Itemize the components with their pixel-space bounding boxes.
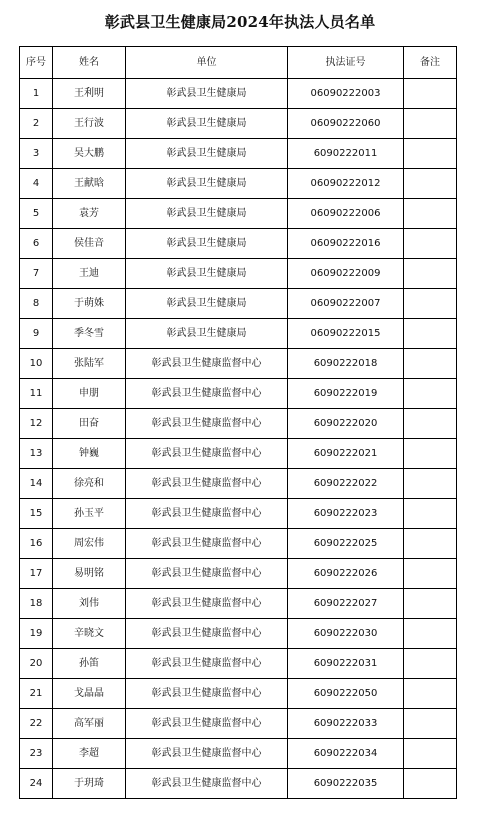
cell-remarks [404, 739, 457, 769]
cell-remarks [404, 379, 457, 409]
cell-unit: 彰武县卫生健康监督中心 [126, 499, 288, 529]
page-title: 彰武县卫生健康局2024年执法人员名单 [104, 13, 376, 31]
cell-remarks [404, 559, 457, 589]
cell-unit: 彰武县卫生健康监督中心 [126, 529, 288, 559]
cell-name: 李超 [53, 739, 126, 769]
cell-remarks [404, 319, 457, 349]
table-row [20, 229, 457, 259]
cell-index: 16 [20, 529, 53, 559]
cell-index: 11 [20, 379, 53, 409]
cell-cert-no: 06090222015 [288, 319, 404, 349]
cell-unit: 彰武县卫生健康局 [126, 139, 288, 169]
cell-unit: 彰武县卫生健康局 [126, 289, 288, 319]
table-row [20, 259, 457, 289]
table-row [20, 169, 457, 199]
cell-unit: 彰武县卫生健康监督中心 [126, 679, 288, 709]
personnel-table [19, 46, 457, 799]
cell-remarks [404, 469, 457, 499]
table-row [20, 469, 457, 499]
cell-name: 于玥琦 [53, 769, 126, 799]
cell-remarks [404, 709, 457, 739]
table-header-row [20, 47, 457, 79]
header-cell-remarks: 备注 [404, 47, 457, 79]
table-row [20, 139, 457, 169]
cell-unit: 彰武县卫生健康局 [126, 319, 288, 349]
table-row [20, 439, 457, 469]
cell-index: 24 [20, 769, 53, 799]
cell-index: 10 [20, 349, 53, 379]
cell-name: 袁芳 [53, 199, 126, 229]
cell-remarks [404, 439, 457, 469]
table-row [20, 319, 457, 349]
cell-index: 13 [20, 439, 53, 469]
cell-unit: 彰武县卫生健康局 [126, 199, 288, 229]
cell-cert-no: 6090222050 [288, 679, 404, 709]
cell-cert-no: 06090222016 [288, 229, 404, 259]
cell-name: 吴大鹏 [53, 139, 126, 169]
cell-unit: 彰武县卫生健康监督中心 [126, 379, 288, 409]
cell-name: 高军丽 [53, 709, 126, 739]
cell-index: 3 [20, 139, 53, 169]
cell-remarks [404, 679, 457, 709]
cell-name: 张陆军 [53, 349, 126, 379]
cell-cert-no: 6090222025 [288, 529, 404, 559]
cell-cert-no: 6090222018 [288, 349, 404, 379]
cell-remarks [404, 409, 457, 439]
table-row [20, 109, 457, 139]
cell-unit: 彰武县卫生健康监督中心 [126, 619, 288, 649]
cell-index: 23 [20, 739, 53, 769]
cell-cert-no: 6090222026 [288, 559, 404, 589]
table-row [20, 79, 457, 109]
cell-remarks [404, 139, 457, 169]
cell-index: 22 [20, 709, 53, 739]
cell-name: 于萌姝 [53, 289, 126, 319]
cell-cert-no: 6090222027 [288, 589, 404, 619]
cell-remarks [404, 199, 457, 229]
cell-unit: 彰武县卫生健康局 [126, 229, 288, 259]
cell-index: 5 [20, 199, 53, 229]
header-cell-cert-no: 执法证号 [288, 47, 404, 79]
cell-cert-no: 06090222003 [288, 79, 404, 109]
cell-unit: 彰武县卫生健康监督中心 [126, 739, 288, 769]
cell-unit: 彰武县卫生健康监督中心 [126, 649, 288, 679]
table-row [20, 709, 457, 739]
cell-index: 12 [20, 409, 53, 439]
cell-remarks [404, 529, 457, 559]
cell-cert-no: 6090222030 [288, 619, 404, 649]
table-row [20, 649, 457, 679]
table-row [20, 529, 457, 559]
cell-name: 申朋 [53, 379, 126, 409]
cell-index: 9 [20, 319, 53, 349]
cell-remarks [404, 169, 457, 199]
cell-cert-no: 06090222012 [288, 169, 404, 199]
table-row [20, 349, 457, 379]
cell-unit: 彰武县卫生健康监督中心 [126, 469, 288, 499]
cell-index: 19 [20, 619, 53, 649]
table-row [20, 409, 457, 439]
cell-cert-no: 6090222021 [288, 439, 404, 469]
cell-unit: 彰武县卫生健康局 [126, 109, 288, 139]
table-row [20, 769, 457, 799]
table-row [20, 379, 457, 409]
cell-name: 王献晗 [53, 169, 126, 199]
cell-index: 20 [20, 649, 53, 679]
cell-remarks [404, 589, 457, 619]
header-cell-index: 序号 [20, 47, 53, 79]
cell-remarks [404, 349, 457, 379]
cell-index: 21 [20, 679, 53, 709]
cell-index: 7 [20, 259, 53, 289]
table-body [20, 79, 457, 799]
cell-unit: 彰武县卫生健康监督中心 [126, 589, 288, 619]
cell-unit: 彰武县卫生健康监督中心 [126, 439, 288, 469]
cell-cert-no: 6090222031 [288, 649, 404, 679]
header-cell-unit: 单位 [126, 47, 288, 79]
cell-index: 14 [20, 469, 53, 499]
cell-cert-no: 6090222033 [288, 709, 404, 739]
cell-name: 戈晶晶 [53, 679, 126, 709]
cell-remarks [404, 259, 457, 289]
cell-remarks [404, 109, 457, 139]
cell-name: 孙笛 [53, 649, 126, 679]
cell-index: 4 [20, 169, 53, 199]
cell-unit: 彰武县卫生健康监督中心 [126, 769, 288, 799]
cell-index: 17 [20, 559, 53, 589]
cell-index: 6 [20, 229, 53, 259]
cell-remarks [404, 499, 457, 529]
cell-name: 辛晓文 [53, 619, 126, 649]
cell-unit: 彰武县卫生健康局 [126, 169, 288, 199]
cell-cert-no: 06090222009 [288, 259, 404, 289]
cell-cert-no: 6090222020 [288, 409, 404, 439]
cell-cert-no: 06090222007 [288, 289, 404, 319]
cell-name: 孙玉平 [53, 499, 126, 529]
cell-index: 15 [20, 499, 53, 529]
table-row [20, 559, 457, 589]
cell-unit: 彰武县卫生健康监督中心 [126, 559, 288, 589]
cell-cert-no: 6090222034 [288, 739, 404, 769]
cell-cert-no: 06090222006 [288, 199, 404, 229]
cell-index: 1 [20, 79, 53, 109]
cell-name: 徐亮和 [53, 469, 126, 499]
cell-remarks [404, 229, 457, 259]
cell-remarks [404, 79, 457, 109]
cell-name: 侯佳音 [53, 229, 126, 259]
table-row [20, 679, 457, 709]
cell-name: 田奋 [53, 409, 126, 439]
cell-unit: 彰武县卫生健康监督中心 [126, 349, 288, 379]
cell-remarks [404, 289, 457, 319]
cell-name: 刘伟 [53, 589, 126, 619]
cell-name: 钟巍 [53, 439, 126, 469]
cell-index: 18 [20, 589, 53, 619]
cell-remarks [404, 619, 457, 649]
cell-remarks [404, 769, 457, 799]
table-row [20, 589, 457, 619]
table-row [20, 199, 457, 229]
cell-name: 周宏伟 [53, 529, 126, 559]
cell-name: 季冬雪 [53, 319, 126, 349]
header-cell-name: 姓名 [53, 47, 126, 79]
cell-name: 王行波 [53, 109, 126, 139]
cell-name: 易明铭 [53, 559, 126, 589]
table-row [20, 289, 457, 319]
cell-index: 8 [20, 289, 53, 319]
cell-cert-no: 6090222035 [288, 769, 404, 799]
cell-index: 2 [20, 109, 53, 139]
cell-unit: 彰武县卫生健康局 [126, 79, 288, 109]
cell-cert-no: 06090222060 [288, 109, 404, 139]
table-row [20, 619, 457, 649]
cell-cert-no: 6090222023 [288, 499, 404, 529]
cell-unit: 彰武县卫生健康局 [126, 259, 288, 289]
cell-remarks [404, 649, 457, 679]
cell-cert-no: 6090222011 [288, 139, 404, 169]
cell-cert-no: 6090222019 [288, 379, 404, 409]
cell-unit: 彰武县卫生健康监督中心 [126, 409, 288, 439]
cell-name: 王迪 [53, 259, 126, 289]
cell-unit: 彰武县卫生健康监督中心 [126, 709, 288, 739]
table-row [20, 499, 457, 529]
cell-cert-no: 6090222022 [288, 469, 404, 499]
table-row [20, 739, 457, 769]
cell-name: 王利明 [53, 79, 126, 109]
